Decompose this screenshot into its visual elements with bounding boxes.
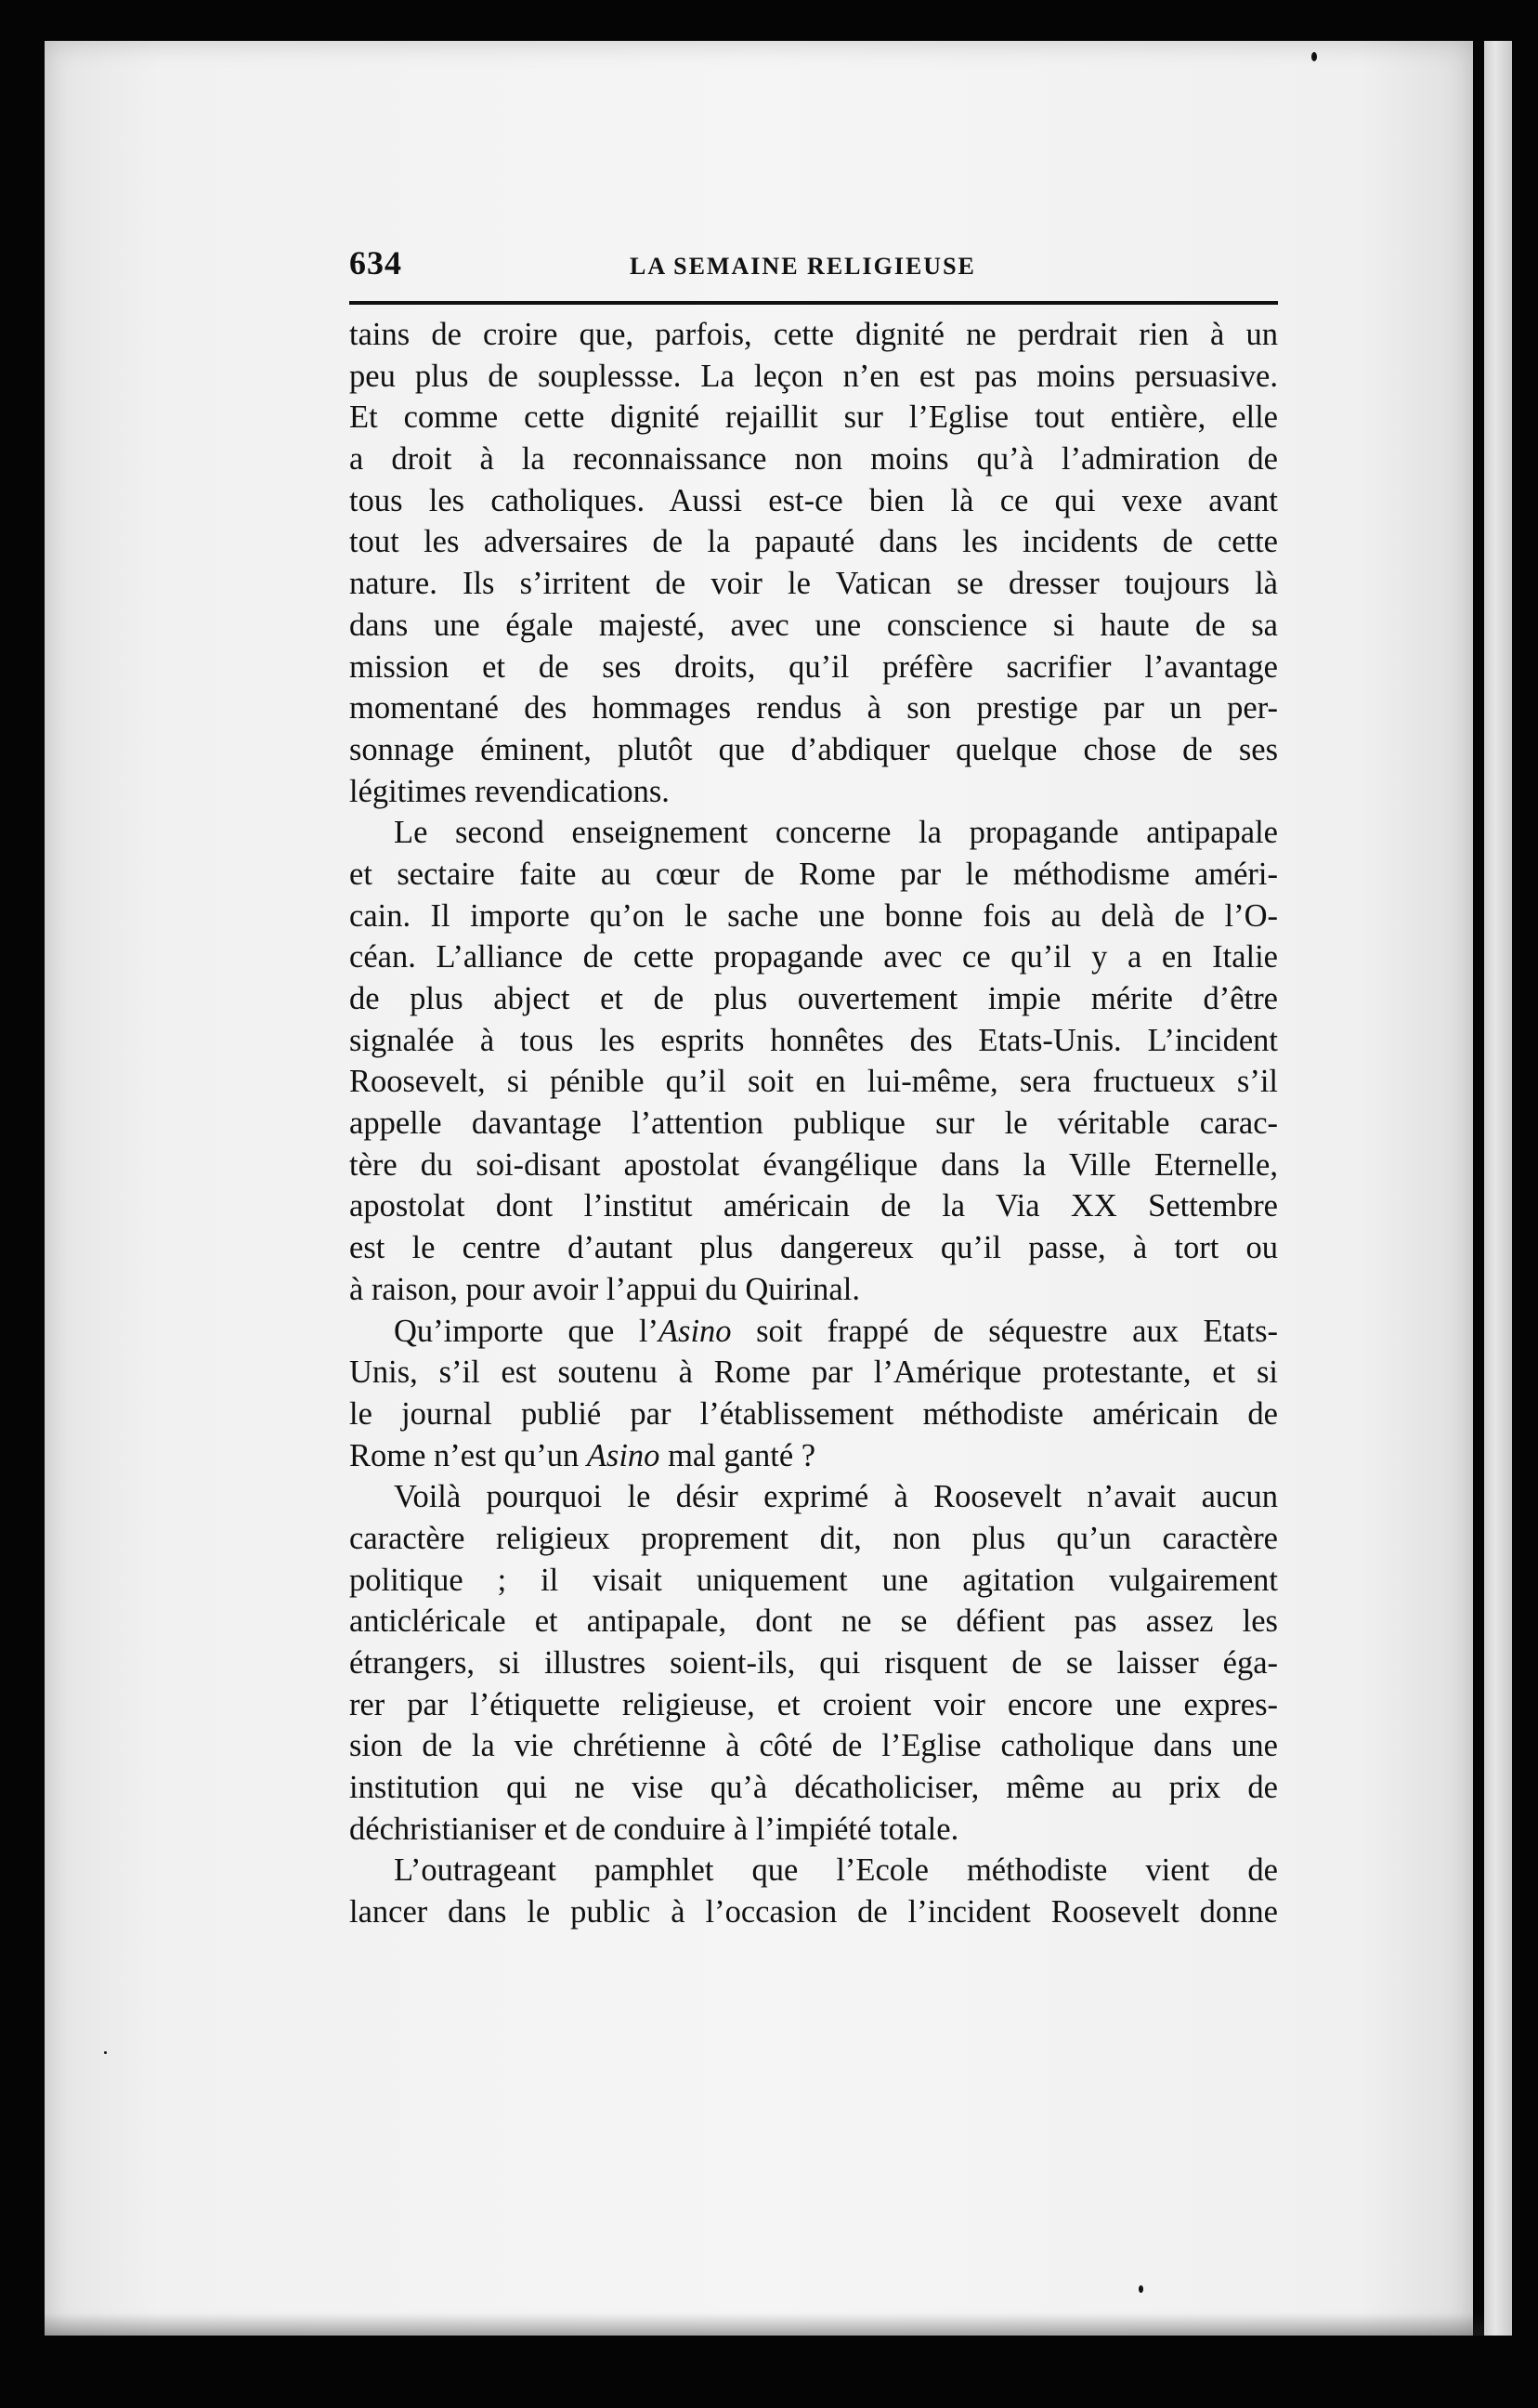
text-line: a droit à la reconnaissance non moins qu’à l’admiration de [349,441,1278,478]
scan-speck [104,2051,107,2054]
text-line: étrangers, si illustres soient-ils, qui risquent de se laisser éga- [349,1645,1278,1681]
text-line: déchristianiser et de conduire à l’impiété totale. [349,1811,959,1847]
text-line: sonnage éminent, plutôt que d’abdiquer quelque chose de ses [349,731,1278,767]
adjacent-page-edge [1484,41,1512,2336]
text-line: sion de la vie chrétienne à côté de l’Eglise catholique dans une [349,1728,1278,1764]
text-line: rer par l’étiquette religieuse, et croient voir encore une expres- [349,1686,1278,1722]
page-header [349,243,1278,305]
text-line: momentané des hommages rendus à son prestige par un per- [349,690,1278,726]
text-line: anticléricale et antipapale, dont ne se défient pas assez les [349,1603,1278,1640]
text-line: appelle davantage l’attention publique sur le véritable carac- [349,1106,1278,1142]
paragraph-first-line: Voilà pourquoi le désir exprimé à Roosevelt n’avait aucun [394,1479,1278,1515]
text-line: tains de croire que, parfois, cette dignité ne perdrait rien à un [349,317,1278,352]
text-line: nature. Ils s’irritent de voir le Vatican se dresser toujours là [349,566,1278,602]
article-body [349,314,1278,1933]
text-line: politique ; il visait uniquement une agitation vulgairement [349,1562,1278,1598]
scan-speck [1139,2285,1143,2293]
text-line: institution qui ne vise qu’à décatholiciser, même au prix de [349,1770,1278,1806]
running-title: LA SEMAINE RELIGIEUSE [630,253,976,280]
page-bottom-shadow [45,2313,1484,2336]
paragraph-first-line: Le second enseignement concerne la propagande antipapale [394,815,1278,851]
italic-title-asino: Asino [586,1437,660,1473]
page-number: 634 [349,244,402,281]
text-line: mission et de ses droits, qu’il préfère sacrifier l’avantage [349,648,1278,685]
text-line: peu plus de souplessse. La leçon n’en est pas moins persuasive. [349,358,1278,394]
text-line: céan. L’alliance de cette propagande avec ce qu’il y a en Italie [349,939,1278,975]
text-line: tère du soi-disant apostolat évangélique dans la Ville Eternelle, [349,1146,1278,1183]
text-line: apostolat dont l’institut américain de la Via XX Settembre [349,1188,1278,1224]
text-line: caractère religieux proprement dit, non plus qu’un caractère [349,1520,1278,1556]
text-line: cain. Il importe qu’on le sache une bonne fois au delà de l’O- [349,897,1278,934]
paragraph-first-line: L’outrageant pamphlet que l’Ecole méthodiste vient de [394,1852,1278,1889]
paragraph-first-line: Qu’importe que l’Asino soit frappé de séquestre aux Etats- [394,1313,1278,1349]
italic-title-asino: Asino [658,1313,732,1349]
text-line: le journal publié par l’établissement méthodiste américain de [349,1395,1278,1432]
text-line: lancer dans le public à l’occasion de l’incident Roosevelt donne [349,1894,1278,1930]
text-line: tous les catholiques. Aussi est-ce bien là ce qui vexe avant [349,482,1278,518]
text-line: à raison, pour avoir l’appui du Quirinal. [349,1271,860,1307]
text-line: est le centre d’autant plus dangereux qu’il passe, à tort ou [349,1230,1278,1266]
text-line: signalée à tous les esprits honnêtes des Etats-Unis. L’incident [349,1022,1278,1058]
scan-speck [1311,52,1317,61]
text-line: de plus abject et de plus ouvertement impie mérite d’être [349,981,1278,1016]
text-line: Unis, s’il est soutenu à Rome par l’Amérique protestante, et si [349,1354,1278,1391]
text-line: et sectaire faite au cœur de Rome par le méthodisme améri- [349,856,1278,892]
text-line: légitimes revendications. [349,773,670,809]
text-line: Rome n’est qu’un Asino mal ganté ? [349,1437,816,1473]
text-line: Et comme cette dignité rejaillit sur l’Eglise tout entière, elle [349,399,1278,436]
text-line: tout les adversaires de la papauté dans les incidents de cette [349,524,1278,560]
text-line: Roosevelt, si pénible qu’il soit en lui-même, sera fructueux s’il [349,1064,1278,1100]
text-line: dans une égale majesté, avec une conscience si haute de sa [349,607,1278,643]
